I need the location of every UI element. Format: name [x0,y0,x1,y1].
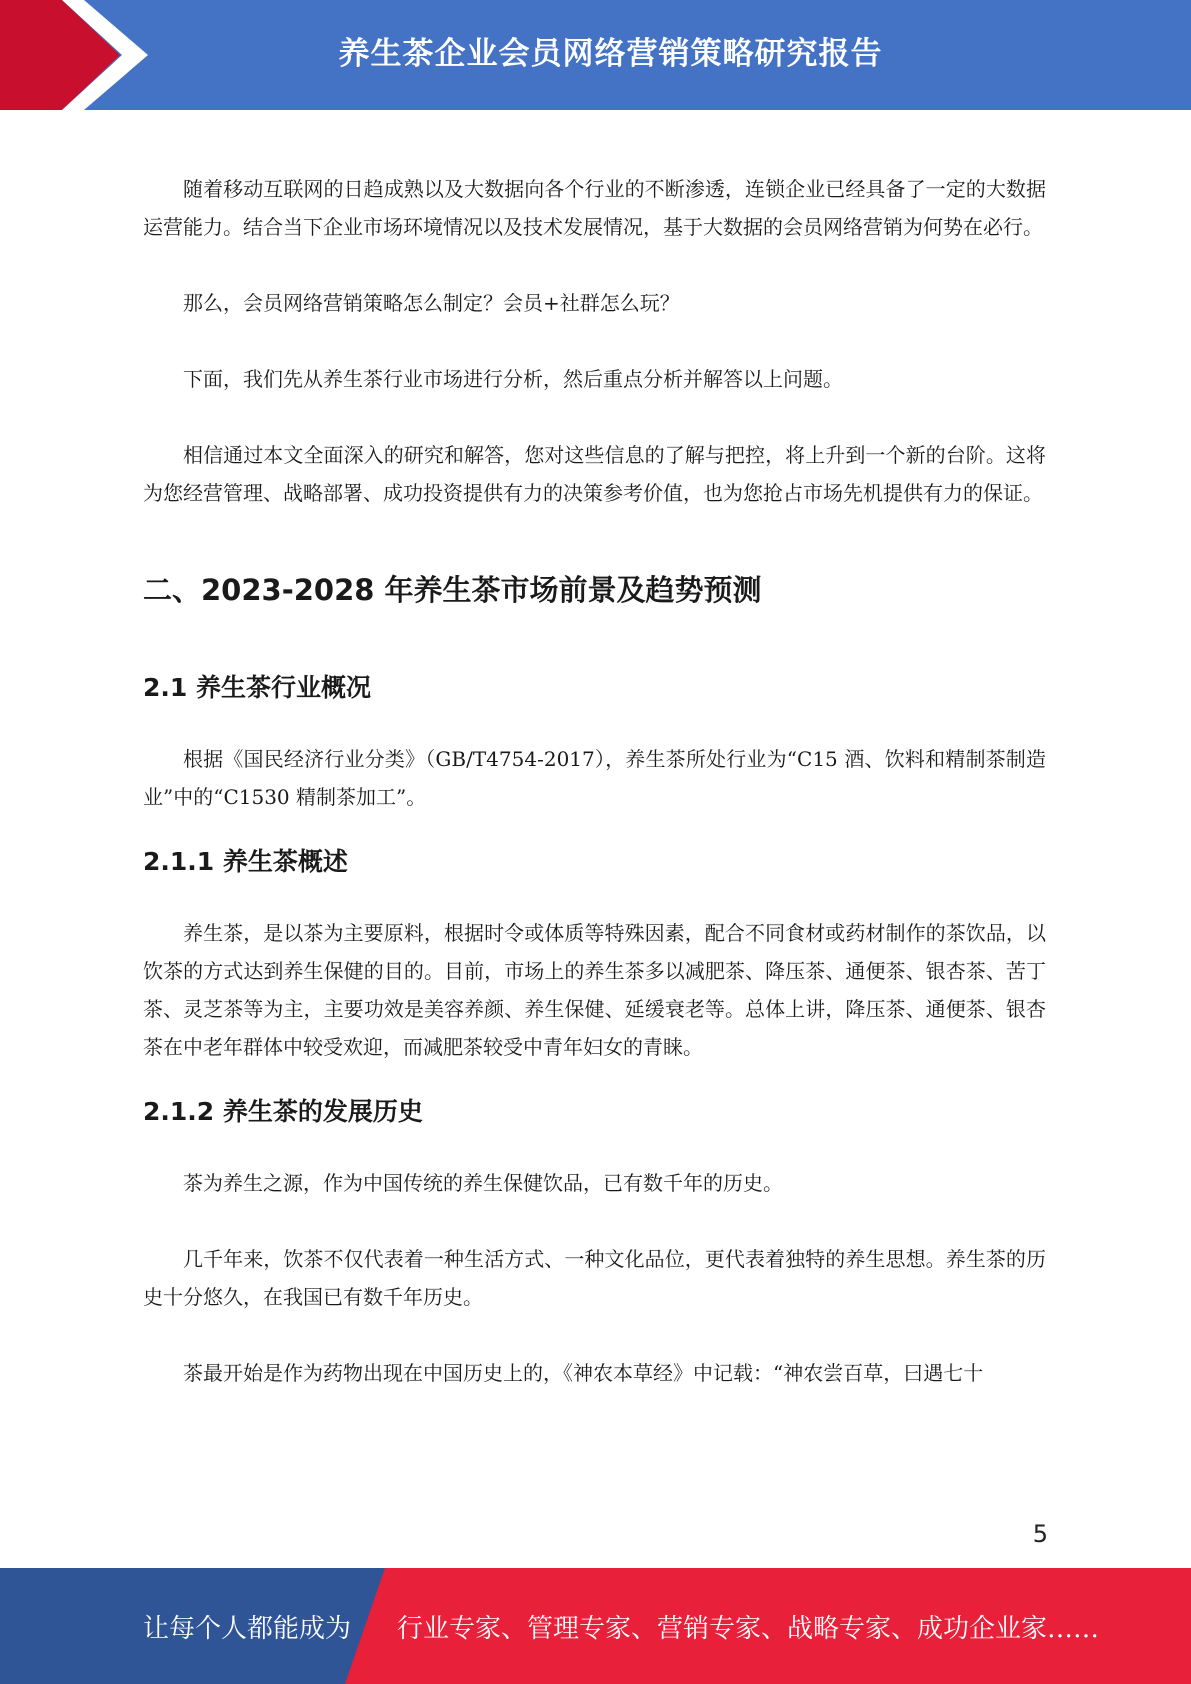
intro-paragraph-1: 随着移动互联网的日趋成熟以及大数据向各个行业的不断渗透，连锁企业已经具备了一定的大数据运营能力。结合当下企业市场环境情况以及技术发展情况，基于大数据的会员网络营销为何势在必行。 [143,177,1046,239]
paragraph-2-1-1: 养生茶，是以茶为主要原料，根据时令或体质等特殊因素，配合不同食材或药材制作的茶饮品，以饮茶的方式达到养生保健的目的。目前，市场上的养生茶多以减肥茶、降压茶、通便茶、银杏茶、苦丁茶、灵芝茶等为主，主要功效是美容养颜、养生保健、延缓衰老等。总体上讲，降压茶、通便茶、银杏茶在中老年群体中较受欢迎，而减肥茶较受中青年妇女的青睐。 [143,921,1046,1059]
page-body [143,170,1046,1430]
report-title: 养生茶企业会员网络营销策略研究报告 [338,36,883,72]
footer-slogan-right: 行业专家、管理专家、营销专家、战略专家、成功企业家…… [397,1614,1100,1644]
subsection-heading-2-1-1: 2.1.1 养生茶概述 [143,847,348,876]
intro-paragraph-2: 那么，会员网络营销策略怎么制定？会员+社群怎么玩？ [183,291,680,315]
page-number: 5 [1032,1520,1048,1548]
paragraph-2-1-2-c: 茶最开始是作为药物出现在中国历史上的，《神农本草经》中记载：“神农尝百草，曰遇七十 [183,1361,984,1385]
paragraph-2-1: 根据《国民经济行业分类》（GB/T4754-2017），养生茶所处行业为“C15 酒、饮料和精制茶制造业”中的“C1530 精制茶加工”。 [143,747,1046,809]
section-heading: 二、2023-2028 年养生茶市场前景及趋势预测 [143,573,762,607]
page-footer [0,1568,1191,1684]
subsection-heading-2-1-2: 2.1.2 养生茶的发展历史 [143,1097,423,1126]
page-header [0,0,1191,110]
intro-paragraph-4: 相信通过本文全面深入的研究和解答，您对这些信息的了解与把控，将上升到一个新的台阶。这将为您经营管理、战略部署、成功投资提供有力的决策参考价值，也为您抢占市场先机提供有力的保证。 [143,443,1046,505]
subsection-heading-2-1: 2.1 养生茶行业概况 [143,673,371,702]
paragraph-2-1-2-b: 几千年来，饮茶不仅代表着一种生活方式、一种文化品位，更代表着独特的养生思想。养生茶的历史十分悠久，在我国已有数千年历史。 [143,1247,1046,1309]
intro-paragraph-3: 下面，我们先从养生茶行业市场进行分析，然后重点分析并解答以上问题。 [183,367,843,391]
paragraph-2-1-2-a: 茶为养生之源，作为中国传统的养生保健饮品，已有数千年的历史。 [183,1171,783,1195]
footer-slogan-left: 让每个人都能成为 [143,1614,352,1644]
